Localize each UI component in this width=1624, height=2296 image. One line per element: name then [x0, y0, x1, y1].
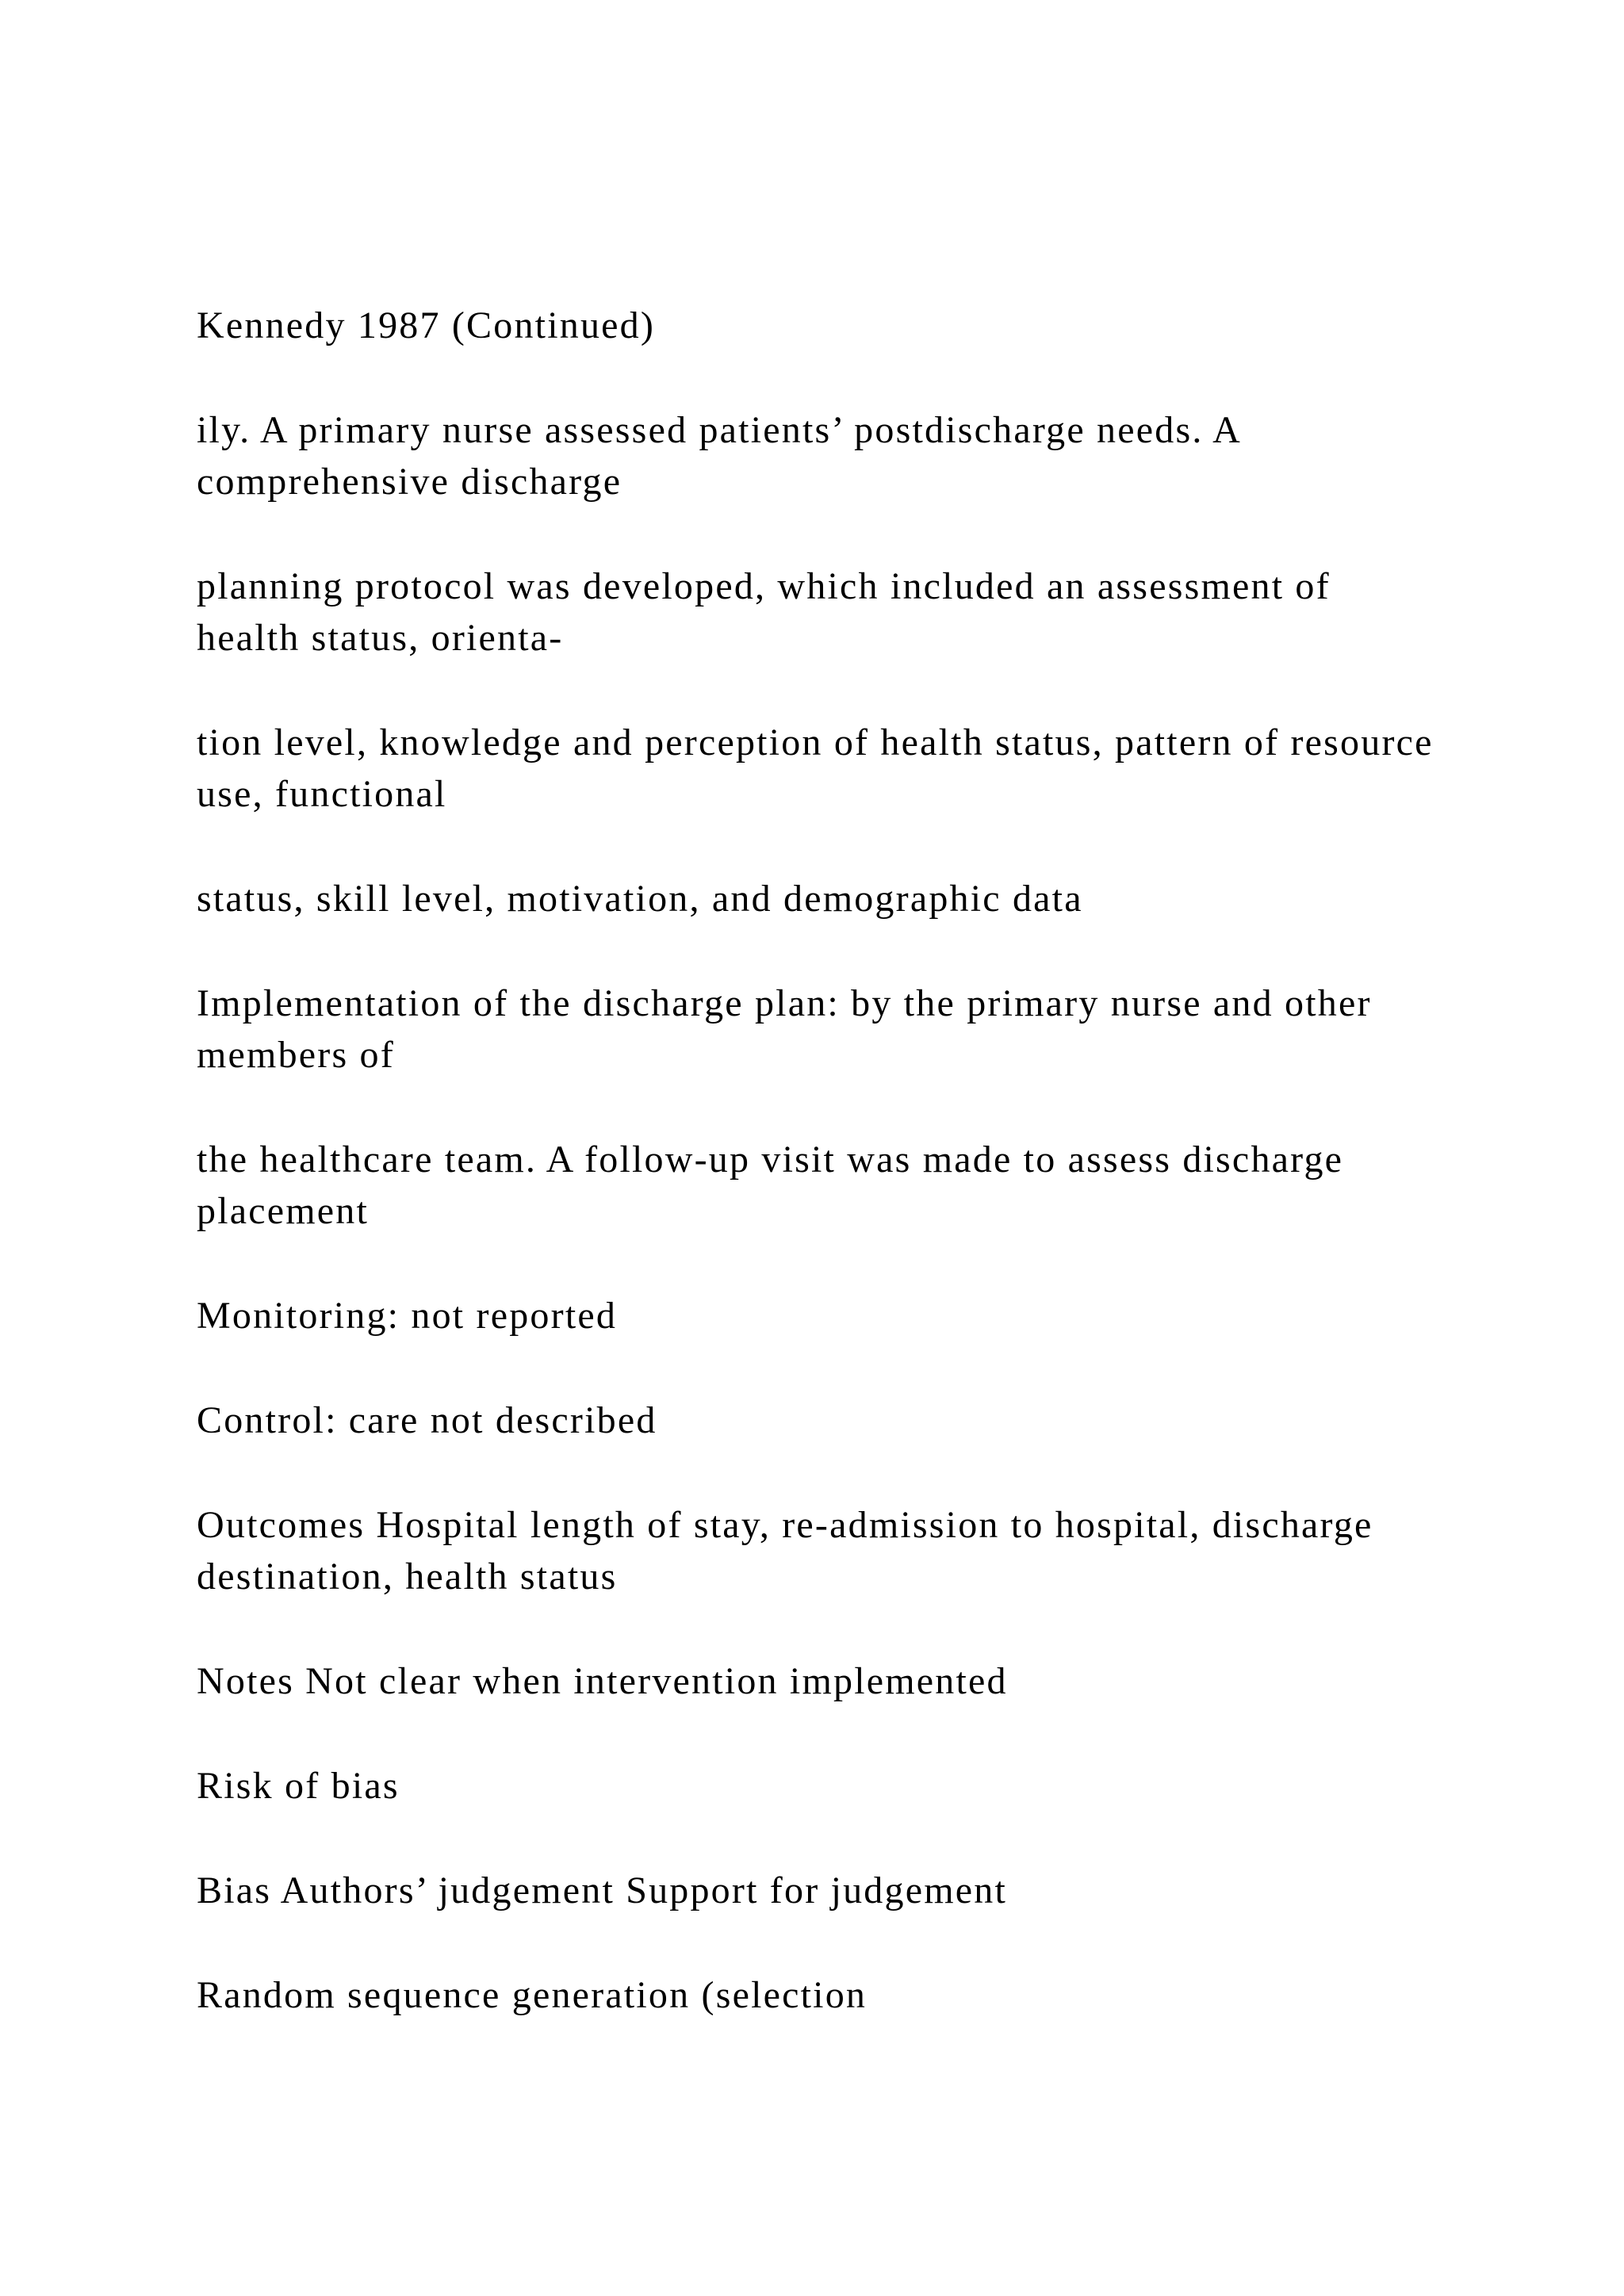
- paragraph: Control: care not described: [197, 1399, 657, 1441]
- paragraph: Notes Not clear when intervention implemented: [197, 1660, 1008, 1702]
- paragraph: Bias Authors’ judgement Support for judgement: [197, 1869, 1007, 1911]
- section-heading: Kennedy 1987 (Continued): [197, 304, 656, 346]
- paragraph: Outcomes Hospital length of stay, re-admission to hospital, discharge destination, health status: [197, 1504, 1373, 1598]
- document-body: [197, 300, 1434, 2021]
- subheading: Risk of bias: [197, 1765, 400, 1807]
- paragraph: ily. A primary nurse assessed patients’ postdischarge needs. A comprehensive discharge: [197, 409, 1240, 503]
- paragraph: status, skill level, motivation, and demographic data: [197, 878, 1083, 920]
- paragraph: the healthcare team. A follow-up visit was made to assess discharge placement: [197, 1138, 1344, 1232]
- paragraph: Random sequence generation (selection: [197, 1974, 868, 2016]
- paragraph: planning protocol was developed, which included an assessment of health status, orienta-: [197, 565, 1331, 659]
- paragraph: Implementation of the discharge plan: by the primary nurse and other members of: [197, 982, 1372, 1076]
- paragraph: Monitoring: not reported: [197, 1295, 618, 1337]
- paragraph: tion level, knowledge and perception of health status, pattern of resource use, functional: [197, 721, 1434, 815]
